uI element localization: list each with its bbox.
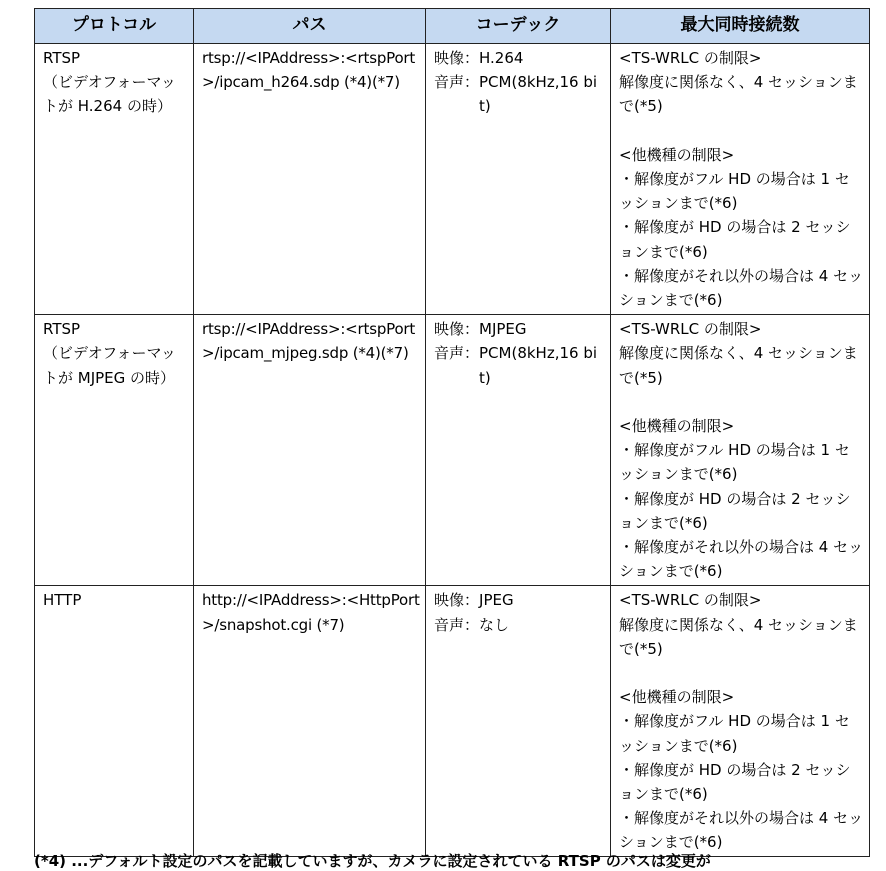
- video-label: 映像：: [434, 49, 480, 67]
- video-value: MJPEG: [479, 320, 527, 339]
- path-text: rtsp://<IPAddress>:<rtspPort>/ipcam_h264.sdp (*4)(*7): [202, 49, 416, 92]
- audio-codec-line: [434, 70, 605, 118]
- codec-cell: [426, 586, 611, 857]
- table-row: [35, 586, 870, 857]
- limit-line: ・解像度がフル HD の場合は 1 セッションまで(*6): [619, 170, 850, 213]
- table-row: [35, 315, 870, 586]
- path-text: rtsp://<IPAddress>:<rtspPort>/ipcam_mjpeg.sdp (*4)(*7): [202, 320, 416, 363]
- limits-cell: [611, 44, 870, 315]
- video-codec-line: [434, 588, 605, 612]
- limit-line: ・解像度がフル HD の場合は 1 セッションまで(*6): [619, 441, 850, 484]
- protocol-cell: RTSP （ビデオフォーマットが H.264 の時）: [35, 44, 194, 315]
- protocol-table: [34, 8, 870, 857]
- path-cell: [194, 315, 426, 586]
- audio-value: PCM(8kHz,16 bit): [479, 73, 598, 116]
- protocol-cell: RTSP （ビデオフォーマットが MJPEG の時）: [35, 315, 194, 586]
- codec-cell: [426, 44, 611, 315]
- limit-heading: <他機種の制限>: [619, 417, 735, 436]
- audio-label: 音声：: [434, 615, 480, 634]
- limit-line: ・解像度が HD の場合は 2 セッションまで(*6): [619, 489, 851, 532]
- audio-value: なし: [479, 615, 510, 634]
- limit-line: 解像度に関係なく、4 セッションまで(*5): [619, 615, 858, 658]
- limit-heading: <TS-WRLC の制限>: [619, 591, 762, 610]
- limit-spacer: [619, 119, 864, 143]
- limit-heading: <他機種の制限>: [619, 688, 735, 707]
- limit-line: ・解像度が HD の場合は 2 セッションまで(*6): [619, 218, 851, 261]
- limit-line: ・解像度がそれ以外の場合は 4 セッションまで(*6): [619, 266, 864, 310]
- audio-label: 音声：: [434, 73, 480, 92]
- limit-heading: <他機種の制限>: [619, 145, 735, 164]
- path-cell: [194, 44, 426, 315]
- video-label: 映像：: [434, 320, 480, 339]
- limit-line: 解像度に関係なく、4 セッションまで(*5): [619, 344, 858, 387]
- path-text: http://<IPAddress>:<HttpPort>/snapshot.cgi (*7): [202, 591, 420, 634]
- video-value: JPEG: [479, 591, 514, 610]
- path-cell: [194, 586, 426, 857]
- video-value: H.264: [479, 49, 524, 67]
- limit-line: ・解像度が HD の場合は 2 セッションまで(*6): [619, 760, 851, 804]
- video-codec-line: [434, 46, 605, 70]
- limit-line: ・解像度がフル HD の場合は 1 セッションまで(*6): [619, 712, 850, 755]
- audio-codec-line: [434, 613, 605, 637]
- header-protocol: プロトコル: [35, 9, 194, 44]
- header-row: [35, 9, 870, 44]
- header-max-connections: 最大同時接続数: [611, 9, 870, 44]
- video-label: 映像：: [434, 591, 480, 610]
- limits-cell: [611, 315, 870, 586]
- limit-line: ・解像度がそれ以外の場合は 4 セッションまで(*6): [619, 809, 864, 852]
- limit-heading: <TS-WRLC の制限>: [619, 49, 762, 67]
- protocol-cell: HTTP: [35, 586, 194, 857]
- limits-cell: [611, 586, 870, 857]
- limit-heading: <TS-WRLC の制限>: [619, 320, 762, 339]
- limit-line: ・解像度がそれ以外の場合は 4 セッションまで(*6): [619, 538, 864, 581]
- audio-label: 音声：: [434, 344, 480, 363]
- header-codec: コーデック: [426, 9, 611, 44]
- table-row: [35, 44, 870, 315]
- video-codec-line: [434, 317, 605, 341]
- header-path: パス: [194, 9, 426, 44]
- audio-codec-line: [434, 341, 605, 389]
- codec-cell: [426, 315, 611, 586]
- footnote-text: (*4) ...デフォルト設定のパスを記載していますが、カメラに設定されている RTSP のパスは変更が: [34, 852, 711, 870]
- audio-value: PCM(8kHz,16 bit): [479, 344, 598, 387]
- limit-line: 解像度に関係なく、4 セッションまで(*5): [619, 73, 858, 116]
- limit-spacer: [619, 390, 864, 414]
- limit-spacer: [619, 661, 864, 685]
